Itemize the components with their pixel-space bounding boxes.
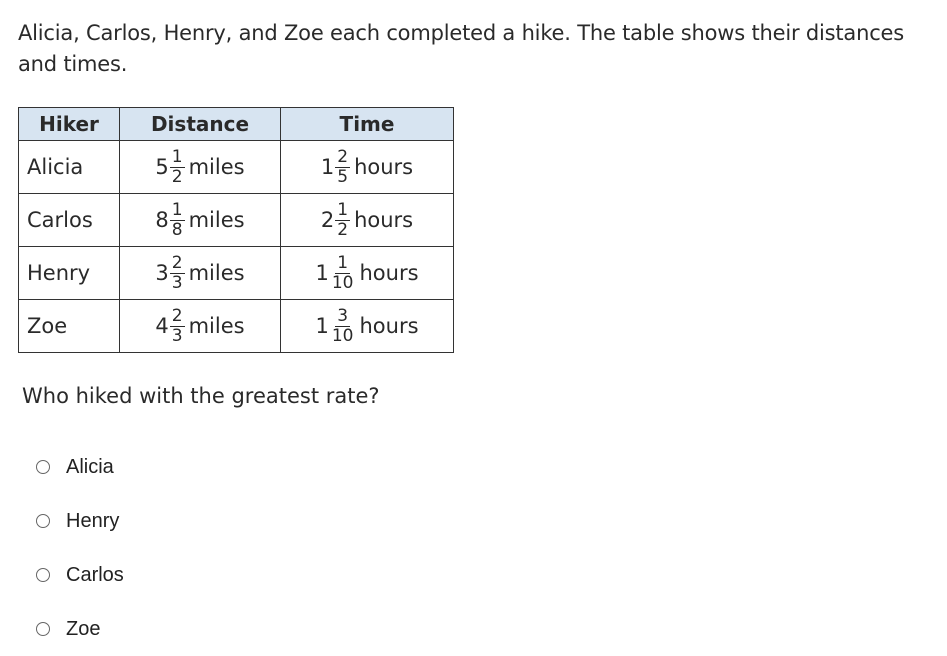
numerator: 1 <box>171 146 183 167</box>
unit-label: hours <box>354 208 414 232</box>
table-header-row <box>19 108 454 141</box>
mixed-number <box>320 146 414 187</box>
fraction <box>170 305 185 346</box>
whole-part: 5 <box>155 155 169 179</box>
choice-alicia[interactable] <box>36 440 124 494</box>
unit-label: miles <box>188 314 245 338</box>
table-row <box>19 141 454 194</box>
choice-label[interactable]: Alicia <box>66 455 114 478</box>
denominator: 2 <box>171 166 183 187</box>
mixed-number <box>315 252 419 293</box>
hikes-table <box>18 107 454 353</box>
time-cell <box>281 194 454 247</box>
choice-label[interactable]: Henry <box>66 509 120 532</box>
unit-label: hours <box>359 314 419 338</box>
fraction <box>335 199 350 240</box>
hiker-name: Henry <box>19 247 120 300</box>
radio-button[interactable] <box>36 460 50 474</box>
denominator: 3 <box>171 325 183 346</box>
denominator: 3 <box>171 272 183 293</box>
choice-carlos[interactable] <box>36 548 124 602</box>
time-cell <box>281 300 454 353</box>
fraction <box>330 252 356 293</box>
fraction <box>335 146 350 187</box>
mixed-number <box>155 199 245 240</box>
question-text: Who hiked with the greatest rate? <box>22 384 380 408</box>
whole-part: 1 <box>320 155 335 179</box>
fraction <box>330 305 356 346</box>
choice-zoe[interactable] <box>36 602 124 656</box>
fraction <box>170 199 185 240</box>
header-time: Time <box>281 108 454 141</box>
unit-label: miles <box>188 261 245 285</box>
distance-cell <box>120 194 281 247</box>
whole-part: 8 <box>155 208 169 232</box>
hiker-name: Zoe <box>19 300 120 353</box>
radio-button[interactable] <box>36 514 50 528</box>
numerator: 1 <box>337 199 349 220</box>
distance-cell <box>120 141 281 194</box>
choice-label[interactable]: Carlos <box>66 563 124 586</box>
time-cell <box>281 141 454 194</box>
answer-choices <box>36 440 124 656</box>
whole-part: 4 <box>155 314 169 338</box>
denominator: 2 <box>337 219 349 240</box>
whole-part: 1 <box>315 314 329 338</box>
numerator: 1 <box>171 199 183 220</box>
hiker-name: Carlos <box>19 194 120 247</box>
whole-part: 2 <box>320 208 335 232</box>
numerator: 1 <box>337 252 349 273</box>
numerator: 2 <box>171 305 183 326</box>
header-hiker: Hiker <box>19 108 120 141</box>
mixed-number <box>320 199 414 240</box>
denominator: 8 <box>171 219 183 240</box>
radio-button[interactable] <box>36 622 50 636</box>
unit-label: hours <box>359 261 419 285</box>
distance-cell <box>120 300 281 353</box>
whole-part: 3 <box>155 261 169 285</box>
mixed-number <box>155 146 245 187</box>
fraction <box>170 146 185 187</box>
mixed-number <box>155 305 245 346</box>
denominator: 5 <box>337 166 349 187</box>
hiker-name: Alicia <box>19 141 120 194</box>
time-cell <box>281 247 454 300</box>
numerator: 2 <box>337 146 349 167</box>
unit-label: miles <box>188 155 245 179</box>
mixed-number <box>155 252 245 293</box>
mixed-number <box>315 305 419 346</box>
table-row <box>19 247 454 300</box>
whole-part: 1 <box>315 261 329 285</box>
fraction <box>170 252 185 293</box>
radio-button[interactable] <box>36 568 50 582</box>
denominator: 10 <box>331 272 354 293</box>
unit-label: hours <box>354 155 414 179</box>
table-row <box>19 194 454 247</box>
denominator: 10 <box>331 325 354 346</box>
header-distance: Distance <box>120 108 281 141</box>
numerator: 2 <box>171 252 183 273</box>
choice-henry[interactable] <box>36 494 124 548</box>
unit-label: miles <box>188 208 245 232</box>
intro-text: Alicia, Carlos, Henry, and Zoe each completed a hike. The table shows their distances and times. <box>18 21 905 76</box>
distance-cell <box>120 247 281 300</box>
table-row <box>19 300 454 353</box>
numerator: 3 <box>337 305 349 326</box>
choice-label[interactable]: Zoe <box>66 617 101 640</box>
